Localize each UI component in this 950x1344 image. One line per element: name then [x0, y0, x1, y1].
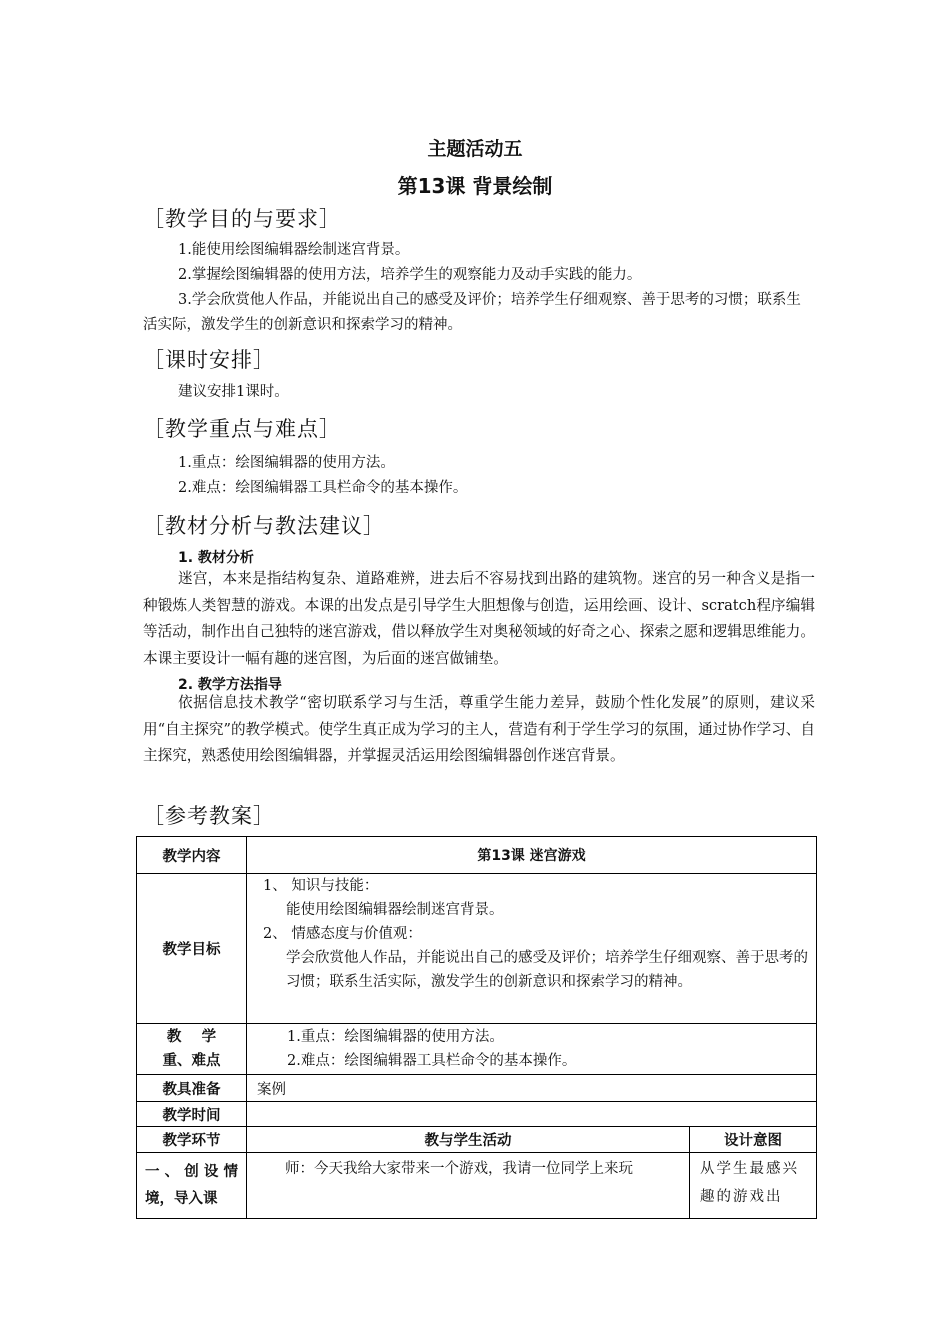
- keypoint-item-1: 1.重点：绘图编辑器的使用方法。: [178, 455, 395, 471]
- table-row: [137, 837, 817, 874]
- value-time: [247, 1102, 817, 1127]
- label-tools: 教具准备: [137, 1075, 247, 1102]
- schedule-text: 建议安排1课时。: [178, 384, 289, 400]
- key-item-1: 1.重点：绘图编辑器的使用方法。: [287, 1029, 504, 1045]
- step-1-intent: 从学生最感兴趣的游戏出: [690, 1153, 817, 1219]
- table-row: [137, 1153, 817, 1219]
- label-keypoints-line-1: 教 学: [166, 1029, 217, 1045]
- header-step: 教学环节: [137, 1127, 247, 1153]
- page-title: 主题活动五: [427, 138, 523, 160]
- table-row: [137, 1024, 817, 1075]
- goals-cell: [247, 874, 817, 1024]
- heading-objectives: ［教学目的与要求］: [143, 207, 341, 231]
- value-content: 第13课 迷宫游戏: [247, 837, 817, 874]
- table-row: [137, 874, 817, 1024]
- label-keypoints-line-2: 重、难点: [162, 1053, 221, 1069]
- lesson-plan-table: [136, 836, 817, 1219]
- subheading-material-analysis: 1. 教材分析: [178, 550, 254, 566]
- objective-item-1: 1.能使用绘图编辑器绘制迷宫背景。: [178, 242, 410, 258]
- goal-1-title: 1、 知识与技能：: [263, 878, 379, 894]
- label-goals: 教学目标: [137, 874, 247, 1024]
- objective-item-2: 2.掌握绘图编辑器的使用方法，培养学生的观察能力及动手实践的能力。: [178, 267, 642, 283]
- goal-2-title: 2、 情感态度与价值观：: [263, 926, 422, 942]
- label-content: 教学内容: [137, 837, 247, 874]
- heading-analysis: ［教材分析与教法建议］: [143, 514, 385, 538]
- header-intent: 设计意图: [690, 1127, 817, 1153]
- table-row: [137, 1075, 817, 1102]
- header-activity: 教与学生活动: [247, 1127, 690, 1153]
- keypoints-cell: [247, 1024, 817, 1075]
- objective-item-3: 3.学会欣赏他人作品，并能说出自己的感受及评价；培养学生仔细观察、善于思考的习惯；联系生活实际，激发学生的创新意识和探索学习的精神。: [143, 292, 801, 333]
- table-row: [137, 1102, 817, 1127]
- table-row: [137, 1127, 817, 1153]
- key-item-2: 2.难点：绘图编辑器工具栏命令的基本操作。: [287, 1053, 577, 1069]
- step-1-label: 一、创设情境，导入课: [137, 1153, 247, 1219]
- keypoint-item-2: 2.难点：绘图编辑器工具栏命令的基本操作。: [178, 480, 468, 496]
- value-tools: 案例: [247, 1075, 817, 1102]
- paragraph-material-analysis: 迷宫，本来是指结构复杂、道路难辨，进去后不容易找到出路的建筑物。迷宫的另一种含义是指一种锻炼人类智慧的游戏。本课的出发点是引导学生大胆想像与创造，运用绘画、设计、scratch程序编辑等活动，制作出自己独特的迷宫游戏，借以释放学生对奥秘领域的好奇之心、探索之愿和逻辑思维能力。本课主要设计一幅有趣的迷宫图，为后面的迷宫做铺垫。: [143, 570, 815, 667]
- paragraph-method-guidance: 依据信息技术教学“密切联系学习与生活，尊重学生能力差异，鼓励个性化发展”的原则，建议采用“自主探究”的教学模式。使学生真正成为学习的主人，营造有利于学生学习的氛围，通过协作学习、自主探究，熟悉使用绘图编辑器，并掌握灵活运用绘图编辑器创作迷宫背景。: [143, 694, 815, 764]
- heading-schedule: ［课时安排］: [143, 348, 275, 372]
- lesson-title: 第13课 背景绘制: [397, 174, 553, 198]
- heading-keypoints: ［教学重点与难点］: [143, 417, 341, 441]
- subheading-method-guidance: 2. 教学方法指导: [178, 677, 282, 693]
- label-time: 教学时间: [137, 1102, 247, 1127]
- goal-2-text: 学会欣赏他人作品，并能说出自己的感受及评价；培养学生仔细观察、善于思考的习惯；联系生活实际，激发学生的创新意识和探索学习的精神。: [286, 950, 808, 990]
- step-1-activity: 师：今天我给大家带来一个游戏，我请一位同学上来玩: [247, 1153, 690, 1219]
- goal-1-text: 能使用绘图编辑器绘制迷宫背景。: [286, 902, 504, 918]
- label-keypoints: [137, 1024, 247, 1075]
- heading-reference: ［参考教案］: [143, 804, 275, 828]
